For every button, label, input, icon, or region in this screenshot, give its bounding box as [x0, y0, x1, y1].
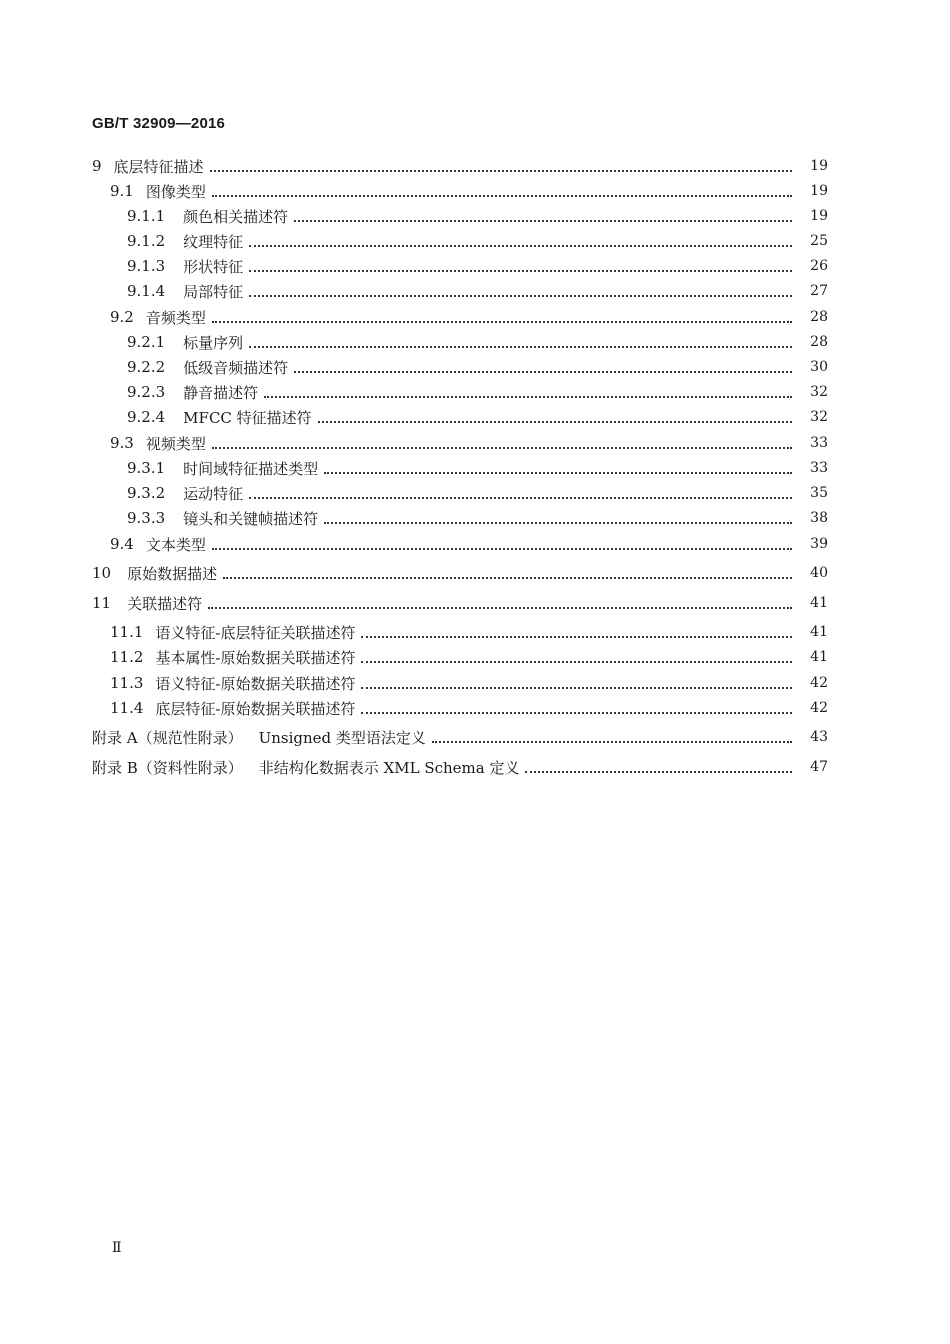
- dot-leader: [212, 447, 792, 449]
- toc-entry-number: 附录 A（规范性附录）: [92, 728, 243, 747]
- toc-entry-number: 9.2: [110, 308, 134, 326]
- toc-entry-page: 26: [810, 258, 828, 274]
- toc-entry-title: 局部特征: [183, 282, 244, 301]
- document-id-header: GB/T 32909—2016: [92, 115, 226, 132]
- toc-entry-title: 非结构化数据表示 XML Schema 定义: [258, 758, 520, 777]
- toc-entry-title: 基本属性-原始数据关联描述符: [155, 648, 356, 667]
- toc-entry-title: 纹理特征: [183, 232, 244, 251]
- toc-entry[interactable]: [0, 726, 950, 748]
- dot-leader: [249, 497, 792, 499]
- dot-leader: [212, 548, 792, 550]
- toc-entry-page: 27: [810, 283, 828, 299]
- dot-leader: [249, 295, 792, 297]
- toc-entry-title: 镜头和关键帧描述符: [183, 509, 319, 528]
- toc-entry-page: 33: [810, 460, 828, 476]
- toc-entry[interactable]: [0, 562, 950, 584]
- toc-entry-title: 标量序列: [183, 333, 244, 352]
- dot-leader: [294, 371, 792, 373]
- dot-leader: [212, 321, 792, 323]
- toc-entry-page: 19: [810, 158, 828, 174]
- toc-entry-number: 11.2: [110, 648, 144, 666]
- toc-entry[interactable]: [0, 155, 950, 177]
- toc-entry[interactable]: [0, 592, 950, 614]
- toc-entry-number: 11.4: [110, 699, 144, 717]
- dot-leader: [208, 607, 792, 609]
- toc-entry[interactable]: [0, 180, 950, 202]
- toc-entry[interactable]: [0, 482, 950, 504]
- toc-entry-number: 9.3: [110, 434, 134, 452]
- dot-leader: [294, 220, 792, 222]
- toc-entry[interactable]: [0, 381, 950, 403]
- toc-entry-number: 9.2.2: [127, 358, 166, 376]
- dot-leader: [361, 712, 792, 714]
- toc-entry-number: 附录 B（资料性附录）: [92, 758, 243, 777]
- toc-entry-title: 底层特征描述: [113, 157, 204, 176]
- toc-entry-title: 颜色相关描述符: [183, 207, 289, 226]
- toc-entry[interactable]: [0, 230, 950, 252]
- toc-entry-number: 9.1: [110, 182, 134, 200]
- dot-leader: [361, 687, 792, 689]
- toc-entry[interactable]: [0, 457, 950, 479]
- toc-entry-title: 原始数据描述: [127, 564, 218, 583]
- toc-entry-page: 42: [810, 675, 828, 691]
- toc-entry[interactable]: [0, 356, 950, 378]
- dot-leader: [264, 396, 792, 398]
- toc-entry[interactable]: [0, 306, 950, 328]
- toc-entry[interactable]: [0, 646, 950, 668]
- toc-entry-title: 文本类型: [145, 535, 206, 554]
- toc-entry-page: 25: [810, 233, 828, 249]
- toc-entry-number: 9.2.3: [127, 383, 166, 401]
- toc-entry-title: 语义特征-底层特征关联描述符: [155, 623, 356, 642]
- toc-entry-title: 静音描述符: [183, 383, 259, 402]
- toc-entry-title: 图像类型: [145, 182, 206, 201]
- toc-entry[interactable]: [0, 432, 950, 454]
- toc-entry[interactable]: [0, 697, 950, 719]
- dot-leader: [525, 771, 792, 773]
- toc-entry[interactable]: [0, 533, 950, 555]
- toc-entry[interactable]: [0, 672, 950, 694]
- toc-entry-page: 28: [810, 309, 828, 325]
- dot-leader: [432, 741, 792, 743]
- dot-leader: [361, 636, 792, 638]
- toc-entry-number: 10: [92, 564, 112, 582]
- dot-leader: [324, 522, 792, 524]
- toc-entry-title: 音频类型: [145, 308, 206, 327]
- toc-entry-number: 9.1.3: [127, 257, 166, 275]
- dot-leader: [249, 270, 792, 272]
- toc-entry[interactable]: [0, 621, 950, 643]
- toc-entry-number: 9.1.4: [127, 282, 166, 300]
- toc-entry-page: 41: [810, 624, 828, 640]
- toc-entry-page: 19: [810, 208, 828, 224]
- toc-entry-page: 42: [810, 700, 828, 716]
- toc-entry-page: 39: [810, 536, 828, 552]
- dot-leader: [210, 170, 792, 172]
- toc-entry-number: 9.1.1: [127, 207, 166, 225]
- page-number: Ⅱ: [112, 1240, 122, 1256]
- toc-entry-page: 33: [810, 435, 828, 451]
- toc-entry-title: Unsigned 类型语法定义: [258, 728, 426, 747]
- dot-leader: [212, 195, 792, 197]
- toc-entry-title: 形状特征: [183, 257, 244, 276]
- toc-entry-page: 30: [810, 359, 828, 375]
- toc-entry-number: 11.3: [110, 674, 144, 692]
- toc-entry-title: 关联描述符: [127, 594, 203, 613]
- toc-entry-number: 11: [92, 594, 112, 612]
- toc-entry-page: 32: [810, 409, 828, 425]
- dot-leader: [249, 245, 792, 247]
- toc-entry[interactable]: [0, 205, 950, 227]
- toc-entry-number: 9.3.3: [127, 509, 166, 527]
- toc-entry-page: 41: [810, 649, 828, 665]
- toc-entry-page: 43: [810, 729, 828, 745]
- toc-entry-title: 时间域特征描述类型: [183, 459, 319, 478]
- dot-leader: [223, 577, 792, 579]
- toc-entry-page: 47: [810, 759, 828, 775]
- toc-entry-title: 底层特征-原始数据关联描述符: [155, 699, 356, 718]
- toc-entry[interactable]: [0, 331, 950, 353]
- toc-entry-number: 9.4: [110, 535, 134, 553]
- toc-entry[interactable]: [0, 406, 950, 428]
- toc-entry[interactable]: [0, 507, 950, 529]
- dot-leader: [361, 661, 792, 663]
- toc-entry-number: 9.2.1: [127, 333, 166, 351]
- toc-entry-number: 9: [92, 157, 102, 175]
- toc-entry-title: 视频类型: [145, 434, 206, 453]
- toc-entry-title: MFCC 特征描述符: [183, 408, 312, 427]
- dot-leader: [249, 346, 792, 348]
- toc-entry-number: 9.3.2: [127, 484, 166, 502]
- toc-entry-title: 低级音频描述符: [183, 358, 289, 377]
- toc-entry-page: 35: [810, 485, 828, 501]
- toc-entry-page: 41: [810, 595, 828, 611]
- dot-leader: [318, 421, 792, 423]
- toc-entry-page: 38: [810, 510, 828, 526]
- toc-entry[interactable]: [0, 255, 950, 277]
- toc-entry-number: 9.3.1: [127, 459, 166, 477]
- toc-entry-number: 9.2.4: [127, 408, 166, 426]
- toc-entry-page: 28: [810, 334, 828, 350]
- toc-entry-number: 11.1: [110, 623, 144, 641]
- dot-leader: [324, 472, 792, 474]
- toc-entry-page: 19: [810, 183, 828, 199]
- toc-entry-page: 40: [810, 565, 828, 581]
- toc-entry[interactable]: [0, 280, 950, 302]
- toc-entry-title: 运动特征: [183, 484, 244, 503]
- toc-entry-number: 9.1.2: [127, 232, 166, 250]
- toc-entry[interactable]: [0, 756, 950, 778]
- toc-entry-page: 32: [810, 384, 828, 400]
- toc-entry-title: 语义特征-原始数据关联描述符: [155, 674, 356, 693]
